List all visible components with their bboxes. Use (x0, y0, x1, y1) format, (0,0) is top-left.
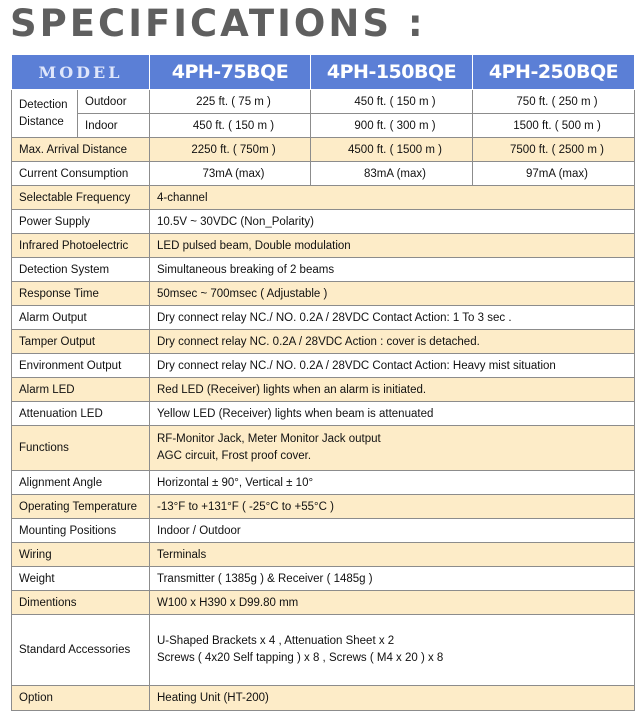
functions-value (150, 426, 635, 471)
table-row (12, 90, 635, 114)
table-row (12, 258, 635, 282)
spec-value: LED pulsed beam, Double modulation (150, 234, 635, 258)
table-row (12, 162, 635, 186)
outdoor-label: Outdoor (78, 90, 150, 114)
spec-value: Transmitter ( 1385g ) & Receiver ( 1485g ) (150, 567, 635, 591)
detection-distance-label-line1: Detection (19, 98, 68, 111)
table-row (12, 471, 635, 495)
indoor-label: Indoor (78, 114, 150, 138)
table-row (12, 114, 635, 138)
functions-line1: RF-Monitor Jack, Meter Monitor Jack output (157, 433, 381, 445)
functions-line2: AGC circuit, Frost proof cover. (157, 450, 312, 462)
spec-value: Horizontal ± 90°, Vertical ± 10° (150, 471, 635, 495)
spec-label: Alarm Output (12, 306, 150, 330)
spec-label: Wiring (12, 543, 150, 567)
table-row (12, 306, 635, 330)
spec-value: -13°F to +131°F ( -25°C to +55°C ) (150, 495, 635, 519)
max-arrival-label: Max. Arrival Distance (12, 138, 150, 162)
outdoor-value-75: 225 ft. ( 75 m ) (150, 90, 311, 114)
indoor-value-75: 450 ft. ( 150 m ) (150, 114, 311, 138)
spec-value: Terminals (150, 543, 635, 567)
table-row (12, 495, 635, 519)
table-row (12, 615, 635, 686)
spec-label: Operating Temperature (12, 495, 150, 519)
current-consumption-label: Current Consumption (12, 162, 150, 186)
table-row (12, 402, 635, 426)
table-row (12, 543, 635, 567)
table-header-row (12, 55, 635, 90)
current-value-150: 83mA (max) (311, 162, 473, 186)
spec-label: Mounting Positions (12, 519, 150, 543)
table-row (12, 138, 635, 162)
max-arrival-value-250: 7500 ft. ( 2500 m ) (473, 138, 635, 162)
spec-label: Dimentions (12, 591, 150, 615)
indoor-value-250: 1500 ft. ( 500 m ) (473, 114, 635, 138)
spec-label: Detection System (12, 258, 150, 282)
accessories-label: Standard Accessories (12, 615, 150, 686)
spec-label: Alarm LED (12, 378, 150, 402)
option-label: Option (12, 686, 150, 711)
outdoor-value-250: 750 ft. ( 250 m ) (473, 90, 635, 114)
max-arrival-value-150: 4500 ft. ( 1500 m ) (311, 138, 473, 162)
table-row (12, 686, 635, 711)
accessories-line2: Screws ( 4x20 Self tapping ) x 8 , Screws ( M4 x 20 ) x 8 (157, 652, 444, 664)
spec-label: Infrared Photoelectric (12, 234, 150, 258)
specifications-table (11, 54, 635, 711)
table-row (12, 426, 635, 471)
max-arrival-value-75: 2250 ft. ( 750m ) (150, 138, 311, 162)
table-row (12, 186, 635, 210)
detection-distance-label (12, 90, 78, 138)
spec-value: Simultaneous breaking of 2 beams (150, 258, 635, 282)
model-header-150: 4PH-150BQE (311, 55, 473, 90)
outdoor-value-150: 450 ft. ( 150 m ) (311, 90, 473, 114)
spec-label: Environment Output (12, 354, 150, 378)
current-value-75: 73mA (max) (150, 162, 311, 186)
spec-value: Dry connect relay NC./ NO. 0.2A / 28VDC Contact Action: 1 To 3 sec . (150, 306, 635, 330)
spec-value: 10.5V ~ 30VDC (Non_Polarity) (150, 210, 635, 234)
spec-label: Attenuation LED (12, 402, 150, 426)
table-row (12, 567, 635, 591)
indoor-value-150: 900 ft. ( 300 m ) (311, 114, 473, 138)
page-title: SPECIFICATIONS : (10, 2, 426, 45)
functions-label: Functions (12, 426, 150, 471)
detection-distance-label-line2: Distance (19, 115, 64, 128)
spec-value: Yellow LED (Receiver) lights when beam is attenuated (150, 402, 635, 426)
spec-value: Dry connect relay NC. 0.2A / 28VDC Action : cover is detached. (150, 330, 635, 354)
accessories-line1: U-Shaped Brackets x 4 , Attenuation Sheet x 2 (157, 635, 395, 647)
spec-value: 4-channel (150, 186, 635, 210)
table-row (12, 282, 635, 306)
option-value: Heating Unit (HT-200) (150, 686, 635, 711)
spec-label: Weight (12, 567, 150, 591)
spec-label: Tamper Output (12, 330, 150, 354)
table-row (12, 378, 635, 402)
model-header-75: 4PH-75BQE (150, 55, 311, 90)
spec-value: W100 x H390 x D99.80 mm (150, 591, 635, 615)
spec-value: 50msec ~ 700msec ( Adjustable ) (150, 282, 635, 306)
accessories-value (150, 615, 635, 686)
table-row (12, 330, 635, 354)
table-row (12, 354, 635, 378)
spec-label: Selectable Frequency (12, 186, 150, 210)
model-header: MODEL (12, 55, 150, 90)
spec-label: Response Time (12, 282, 150, 306)
table-row (12, 519, 635, 543)
spec-label: Alignment Angle (12, 471, 150, 495)
spec-value: Dry connect relay NC./ NO. 0.2A / 28VDC Contact Action: Heavy mist situation (150, 354, 635, 378)
table-row (12, 210, 635, 234)
table-row (12, 234, 635, 258)
table-row (12, 591, 635, 615)
spec-label: Power Supply (12, 210, 150, 234)
current-value-250: 97mA (max) (473, 162, 635, 186)
spec-value: Indoor / Outdoor (150, 519, 635, 543)
spec-value: Red LED (Receiver) lights when an alarm is initiated. (150, 378, 635, 402)
model-header-250: 4PH-250BQE (473, 55, 635, 90)
